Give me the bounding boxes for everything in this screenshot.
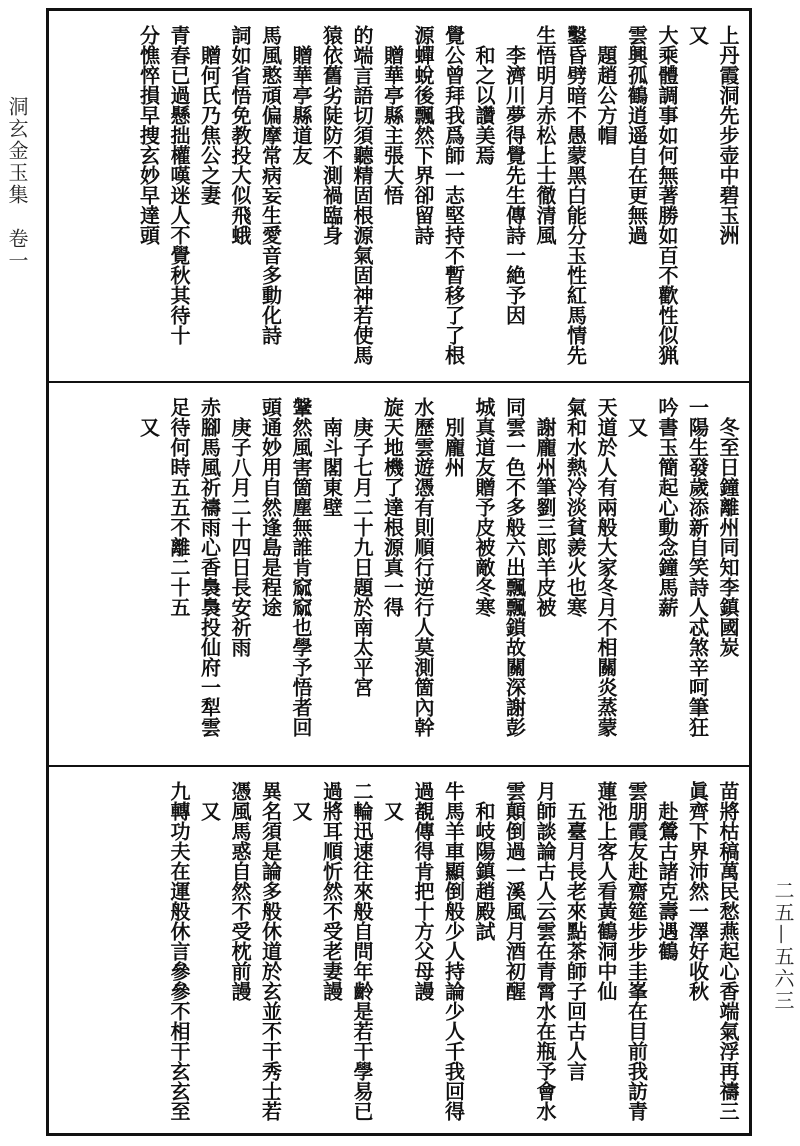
text-panel-top [49,11,749,383]
text-column: 贈華亭縣主張大悟 [380,25,405,205]
text-column: 別龐州 [441,397,466,477]
text-column: 赴鶯古諸克壽遇鶴 [655,781,679,961]
text-column: 雲興孤鶴逍遥自在更無過 [624,25,649,245]
text-column: 分憔悴損早捜玄妙早達頭 [136,25,161,245]
text-column: 牛馬羊車顯倒般少人持論少人千我回得 [441,781,466,1121]
text-column: 青春已過懸拙權嘆迷人不覺秋其待十 [167,25,191,345]
text-column: 生悟明月赤松上士徹清風 [533,25,557,245]
text-column: 謝龐州筆劉三郎羊皮被 [533,397,557,617]
text-column: 贈何氏乃焦公之妻 [197,25,222,205]
text-column: 月師談論古人云雲在青霄水在瓶予會水 [533,781,557,1121]
text-column: 和岐陽鎮趙殿試 [472,781,496,941]
book-title-margin: 洞玄金玉集 卷一 [5,96,29,272]
text-column: 吟書玉簡起心動念鐘馬薪 [655,397,679,617]
text-column: 馬風憨頑偏摩常病妄生愛音多動化詩 [258,25,283,345]
text-column: 憑風馬惑自然不受枕前謾 [228,781,252,1001]
text-column: 鞶然風害箇塵無誰肯窳窳也學予悟者回 [289,397,313,737]
text-column: 又 [380,781,405,821]
text-column: 九轉功夫在運般休言參參不相干玄玄至 [167,781,191,1121]
text-column: 庚子八月二十四日長安祈雨 [228,397,252,657]
text-column: 同雲一色不多般六出飄飄鎖故關深謝彭 [502,397,527,737]
page-frame [46,8,752,1136]
text-column: 過將耳順忻然不受老妻謾 [319,781,344,1001]
text-column: 又 [685,25,710,45]
text-column: 贈華亭縣道友 [289,25,313,165]
text-column: 五臺月長老來點茶師子回古人言 [563,781,588,1081]
text-column: 旋天地機了達根源真一得 [380,397,405,617]
text-column: 又 [624,397,649,437]
text-column: 鑿昏劈暗不愚蒙黑白能分玉性紅馬情先 [563,25,588,365]
text-column: 和之以讚美焉 [472,25,496,165]
text-column: 天道於人有兩般大家冬月不相關炎蒸蒙 [594,397,618,737]
text-column: 苗將枯稿萬民愁燕起心香端氣浮再禱三 [716,781,740,1121]
text-column: 詞如省悟免教投大似飛蛾 [228,25,252,245]
text-column: 題趙公方帽 [594,25,618,145]
text-column: 蓮池上客人看黃鶴洞中仙 [594,781,618,1001]
text-column: 頭通妙用自然逢島是程途 [258,397,283,617]
text-column: 的端言語切須聽精固根源氣固神若使馬 [350,25,374,365]
text-column: 南斗閣東壁 [319,397,344,517]
text-column: 李濟川夢得覺先生傳詩一絶予因 [502,25,527,325]
text-column: 城真道友贈予皮被敵冬寒 [472,397,496,617]
text-column: 雲顛倒過一溪風月酒初醒 [502,781,527,1001]
text-column: 異名須是論多般休道於玄並不干秀士若 [258,781,283,1121]
text-column: 又 [197,781,222,821]
text-column: 雲朋霞友赴齋筵步步圭峯在目前我訪青 [624,781,649,1121]
text-column: 覺公曾拜我爲師一志堅持不暫移了了根 [441,25,466,365]
page-number-margin: 二五—五六三 [771,880,795,1012]
text-column: 一陽生發歲添新自笑詩人忒煞辛呵筆狂 [685,397,710,737]
text-column: 上丹霞洞先步壶中碧玉洲 [716,25,740,245]
text-column: 眞齊下界沛然一澤好收秋 [685,781,710,1001]
text-column: 足待何時五五不離二十五 [167,397,191,617]
text-column: 大乘體調事如何無著勝如百不歡性似猟 [655,25,679,365]
text-column: 過覩傳得肯把十方父母謾 [411,781,435,1001]
text-panel-bottom [49,767,749,1133]
text-column: 猿依舊劣陡防不測禍臨身 [319,25,344,245]
text-column: 又 [136,397,161,437]
text-column: 二輪迅速往來般自問年齡是若干學易已 [350,781,374,1121]
text-column: 氣和水熱冷淡貧羨火也寒 [563,397,588,617]
text-column: 又 [289,781,313,821]
text-panel-middle [49,383,749,767]
text-column: 庚子七月二十九日題於南太平宮 [350,397,374,697]
text-column: 源蟬蛻後飄然下界卻留詩 [411,25,435,245]
text-column: 赤腳馬風祈禱雨心香裊裊投仙府一犁雲 [197,397,222,737]
text-column: 水歷雲遊憑有則順行逆行人莫測箇內幹 [411,397,435,737]
text-column: 冬至日鐘離州同知李鎮國炭 [716,397,740,657]
